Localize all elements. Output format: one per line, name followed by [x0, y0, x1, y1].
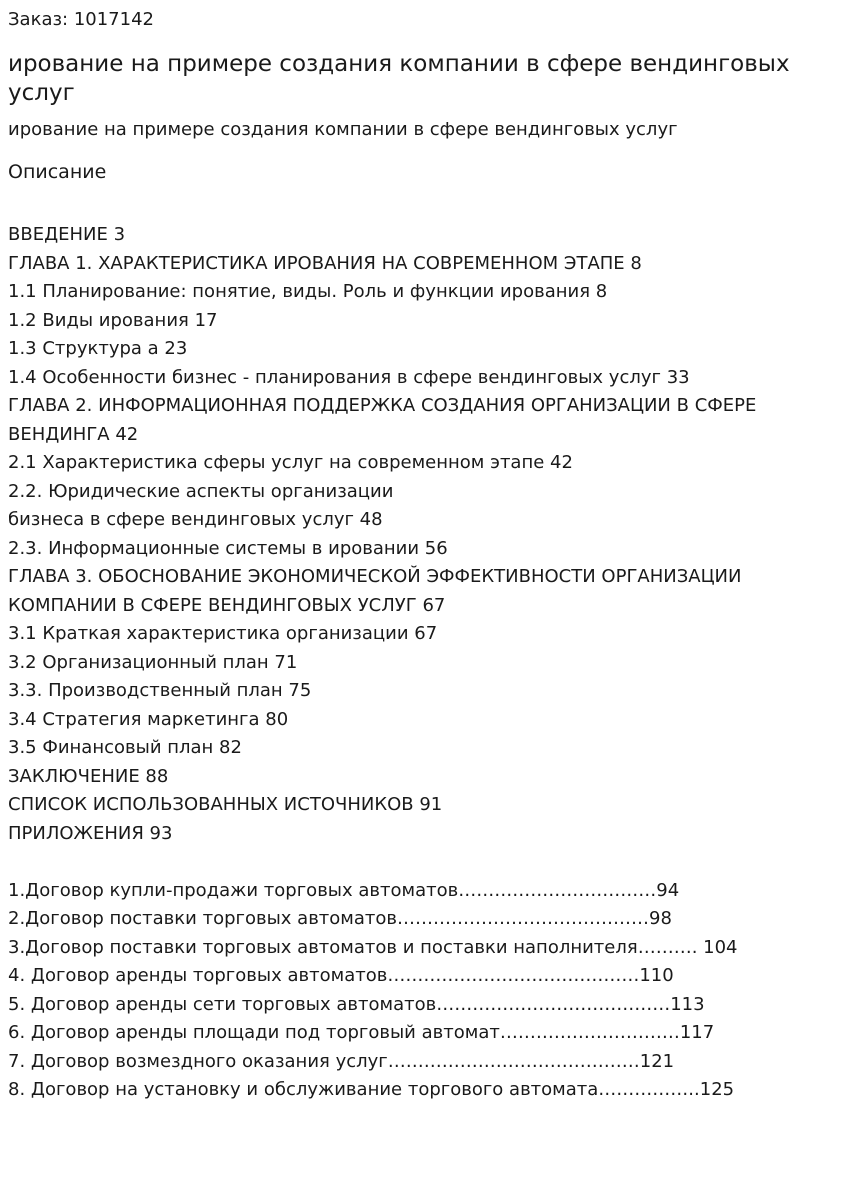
page-title: ирование на примере создания компании в сфере вендинговых услуг: [8, 51, 790, 106]
toc-item: бизнеса в сфере вендинговых услуг 48: [8, 509, 383, 530]
toc-item: 1.3 Структура а 23: [8, 338, 188, 359]
toc-item: ГЛАВА 1. ХАРАКТЕРИСТИКА ИРОВАНИЯ НА СОВРЕМЕННОМ ЭТАПЕ 8: [8, 252, 642, 274]
description-heading: Описание: [8, 161, 107, 183]
page-subtitle: ирование на примере создания компании в сфере вендинговых услуг: [8, 119, 678, 140]
appendix-item: 8. Договор на установку и обслуживание торгового автомата……………..125: [8, 1079, 735, 1100]
toc-item: 2.2. Юридические аспекты организации: [8, 480, 394, 502]
toc-item: ГЛАВА 3. ОБОСНОВАНИЕ ЭКОНОМИЧЕСКОЙ ЭФФЕКТИВНОСТИ ОРГАНИЗАЦИИ КОМПАНИИ В СФЕРЕ ВЕНДИНГОВЫХ УСЛУГ 67: [8, 566, 742, 616]
toc-item: 2.3. Информационные системы в ировании 56: [8, 537, 448, 559]
toc-item: 3.3. Производственный план 75: [8, 680, 312, 701]
appendix-item: 4. Договор аренды торговых автоматов……………………………………110: [8, 965, 674, 986]
appendix-item: 3.Договор поставки торговых автоматов и поставки наполнителя………. 104: [8, 936, 738, 958]
toc-item: СПИСОК ИСПОЛЬЗОВАННЫХ ИСТОЧНИКОВ 91: [8, 794, 443, 815]
toc-item: ПРИЛОЖЕНИЯ 93: [8, 822, 173, 844]
toc-item: 3.2 Организационный план 71: [8, 651, 298, 673]
toc-item: 3.4 Стратегия маркетинга 80: [8, 708, 289, 730]
appendix-item: 7. Договор возмездного оказания услуг……………………………………121: [8, 1050, 675, 1072]
toc-item: 2.1 Характеристика сферы услуг на современном этапе 42: [8, 452, 573, 473]
toc-item: ВВЕДЕНИЕ 3: [8, 224, 126, 245]
toc-item: 3.1 Краткая характеристика организации 67: [8, 623, 438, 644]
appendix-item: 1.Договор купли-продажи торговых автоматов……………………………94: [8, 879, 680, 901]
toc-item: ЗАКЛЮЧЕНИЕ 88: [8, 765, 169, 787]
appendix-list: [8, 877, 839, 1105]
toc-item: ГЛАВА 2. ИНФОРМАЦИОННАЯ ПОДДЕРЖКА СОЗДАНИЯ ОРГАНИЗАЦИИ В СФЕРЕ ВЕНДИНГА 42: [8, 395, 757, 445]
toc-item: 1.1 Планирование: понятие, виды. Роль и функции ирования 8: [8, 281, 608, 302]
table-of-contents: [8, 221, 839, 848]
toc-item: 1.4 Особенности бизнес - планирования в сфере вендинговых услуг 33: [8, 366, 690, 388]
order-number: Заказ: 1017142: [8, 9, 154, 30]
appendix-item: 5. Договор аренды сети торговых автоматов…………………………………113: [8, 993, 705, 1015]
appendix-item: 6. Договор аренды площади под торговый автомат…………………………117: [8, 1022, 715, 1043]
appendix-item: 2.Договор поставки торговых автоматов……………………………………98: [8, 908, 672, 929]
toc-item: 3.5 Финансовый план 82: [8, 737, 242, 758]
toc-item: 1.2 Виды ирования 17: [8, 309, 218, 331]
